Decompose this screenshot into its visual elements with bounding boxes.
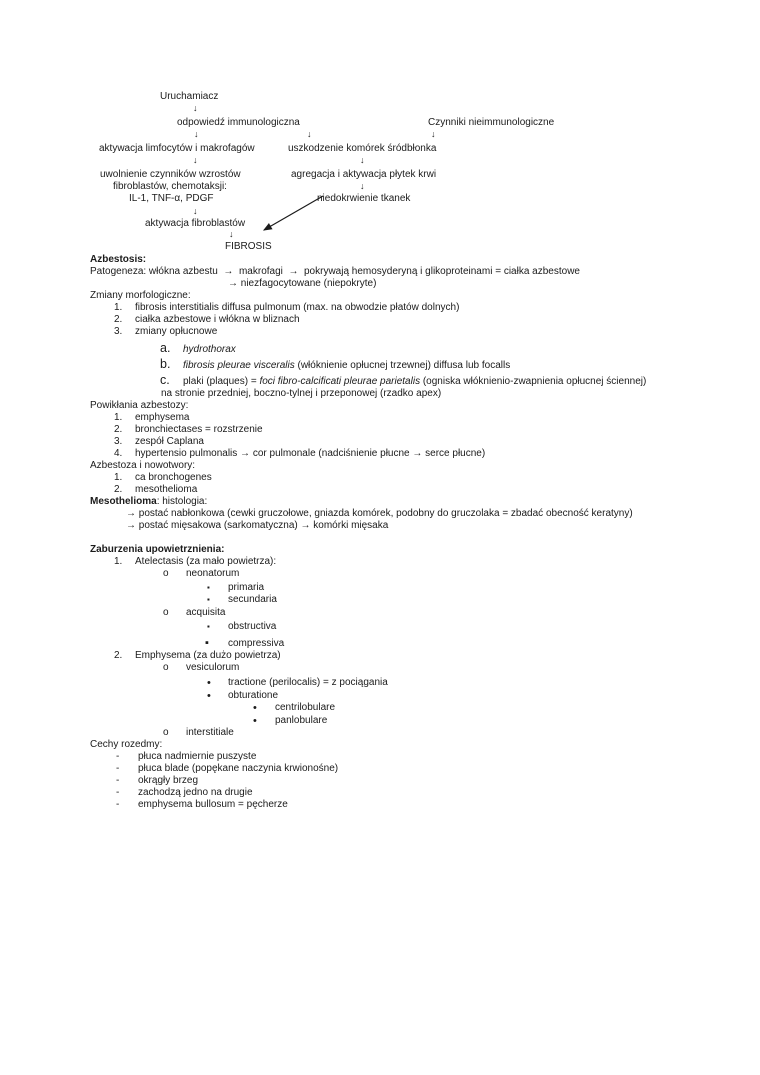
- text-run: mesothelioma: [135, 484, 198, 495]
- diagram-node-uwolnienie-line1: uwolnienie czynników wzrostów: [100, 169, 241, 180]
- text-run: secundaria: [228, 594, 277, 605]
- text-run: obturatione: [228, 690, 279, 701]
- doc-text: [90, 544, 224, 555]
- text-run: primaria: [228, 582, 265, 593]
- list-marker: •: [253, 715, 257, 727]
- doc-line: [90, 278, 740, 290]
- doc-line: [90, 314, 740, 326]
- doc-line: [90, 496, 740, 508]
- text-run: centrilobulare: [275, 702, 336, 713]
- doc-text: [90, 677, 388, 688]
- doc-line: [90, 690, 740, 702]
- text-run: → postać mięsakowa (sarkomatyczna) → komórki mięsaka: [126, 520, 389, 531]
- diagram-node-odpowiedz: odpowiedź immunologiczna: [177, 117, 300, 128]
- text-run: tractione (perilocalis) = z pociągania: [228, 677, 388, 688]
- list-marker: ▪: [207, 583, 210, 592]
- text-run: fibrosis interstitialis diffusa pulmonum (max. na obwodzie płatów dolnych): [135, 302, 460, 313]
- doc-line: [90, 357, 740, 372]
- doc-line: [90, 650, 740, 662]
- doc-line: [90, 662, 740, 674]
- pathogenesis-diagram: [0, 0, 760, 250]
- diagram-node-uszkodzenie: uszkodzenie komórek śródbłonka: [288, 143, 437, 154]
- doc-line: [90, 677, 740, 689]
- doc-line: [90, 412, 740, 424]
- text-run: : histologia:: [156, 496, 208, 507]
- doc-text: [90, 496, 207, 507]
- list-marker: ▪: [207, 595, 210, 604]
- text-run: obstructiva: [228, 621, 277, 632]
- text-run: emphysema bullosum = pęcherze: [138, 799, 288, 810]
- doc-text: [90, 290, 191, 301]
- doc-text: [90, 400, 188, 411]
- text-run: acquisita: [186, 607, 226, 618]
- list-marker: 1.: [114, 472, 123, 483]
- doc-line: [90, 727, 740, 739]
- text-run: na stronie przedniej, boczno-tylnej i przeponowej (rzadko apex): [161, 388, 442, 399]
- diagram-node-uwolnienie-line2: fibroblastów, chemotaksji:: [113, 181, 227, 192]
- text-run: vesiculorum: [186, 662, 240, 673]
- doc-line: [90, 484, 740, 496]
- doc-text: [90, 484, 197, 495]
- list-marker: -: [116, 775, 120, 786]
- doc-text: [90, 582, 264, 593]
- doc-text: [90, 508, 633, 519]
- down-arrow-icon: ↓: [431, 129, 436, 139]
- doc-text: [90, 302, 459, 313]
- doc-line: [90, 568, 740, 580]
- list-marker: -: [116, 751, 120, 762]
- text-run: ciałka azbestowe i włókna w bliznach: [135, 314, 300, 325]
- doc-line: [90, 290, 740, 302]
- text-run: emphysema: [135, 412, 190, 423]
- doc-text: [90, 787, 253, 798]
- doc-line: [90, 582, 740, 594]
- diagram-node-agregacja: agregacja i aktywacja płytek krwi: [291, 169, 437, 180]
- doc-text: [90, 799, 288, 810]
- list-marker: 1.: [114, 302, 123, 313]
- list-marker: •: [207, 677, 211, 689]
- doc-line: [90, 702, 740, 714]
- list-marker: ▪: [207, 622, 210, 631]
- doc-line: [90, 254, 740, 266]
- doc-text: [90, 412, 189, 423]
- doc-line: [90, 799, 740, 811]
- text-run: → niezfagocytowane (niepokryte): [228, 278, 377, 289]
- doc-line: [90, 715, 740, 727]
- doc-text: [90, 357, 511, 371]
- doc-text: [90, 775, 198, 786]
- doc-line: [90, 388, 740, 400]
- doc-text: [90, 638, 284, 649]
- doc-text: [90, 388, 441, 399]
- text-run: Mesothelioma: [90, 496, 157, 507]
- doc-line: [90, 520, 740, 532]
- list-marker: a.: [160, 341, 171, 355]
- doc-line: [90, 266, 740, 278]
- text-run: Patogeneza: włókna azbestu → makrofagi → pokrywają hemosyderyną i glikoproteinami = ciałka azbestowe: [90, 266, 580, 277]
- list-marker: 2.: [114, 650, 123, 661]
- text-run: foci fibro-calcificati pleurae parietalis: [259, 376, 421, 387]
- doc-line: [90, 544, 740, 556]
- down-arrow-icon: ↓: [307, 129, 312, 139]
- diagram-node-czynniki: Czynniki nieimmunologiczne: [428, 117, 555, 128]
- down-arrow-icon: ↓: [360, 181, 365, 191]
- text-run: bronchiectases = rozstrzenie: [135, 424, 263, 435]
- text-run: fibrosis pleurae visceralis: [183, 360, 295, 371]
- text-run: hypertensio pulmonalis → cor pulmonale (nadciśnienie płucne → serce płucne): [135, 448, 486, 459]
- text-run: (ogniska włóknienio-zwapnienia opłucnej ściennej): [420, 376, 647, 387]
- doc-line: [90, 607, 740, 619]
- list-marker: b.: [160, 357, 171, 371]
- doc-text: [90, 702, 335, 713]
- down-arrow-icon: ↓: [229, 229, 234, 239]
- text-run: Emphysema (za dużo powietrza): [135, 650, 281, 661]
- text-run: Zmiany morfologiczne:: [90, 290, 191, 301]
- list-marker: o: [163, 727, 169, 738]
- down-arrow-icon: ↓: [193, 206, 198, 216]
- doc-line: [90, 326, 740, 338]
- list-marker: o: [163, 568, 169, 579]
- doc-text: [90, 690, 278, 701]
- text-run: → postać nabłonkowa (cewki gruczołowe, gniazda komórek, podobny do gruczolaka = zbadać obecność keratyny): [126, 508, 633, 519]
- doc-line: [90, 302, 740, 314]
- text-run: płuca nadmiernie puszyste: [138, 751, 257, 762]
- doc-text: [90, 520, 388, 531]
- diagram-node-fibrosis: FIBROSIS: [225, 241, 272, 252]
- doc-text: [90, 326, 217, 337]
- doc-text: [90, 373, 647, 387]
- doc-line: [90, 775, 740, 787]
- doc-line: [90, 508, 740, 520]
- diagram-node-aktywacja-limfocytow: aktywacja limfocytów i makrofagów: [99, 143, 255, 154]
- diagram-node-aktywacja-fibroblastow: aktywacja fibroblastów: [145, 218, 246, 229]
- text-run: zmiany opłucnowe: [135, 326, 218, 337]
- doc-line: [90, 751, 740, 763]
- list-marker: c.: [160, 373, 170, 387]
- down-arrow-icon: ↓: [193, 103, 198, 113]
- doc-text: [90, 715, 327, 726]
- doc-line: [90, 787, 740, 799]
- text-run: compressiva: [228, 638, 285, 649]
- text-run: okrągły brzeg: [138, 775, 199, 786]
- list-marker: 1.: [114, 556, 123, 567]
- doc-line: [90, 638, 740, 650]
- down-arrow-icon: ↓: [193, 155, 198, 165]
- doc-line: [90, 400, 740, 412]
- doc-text: [90, 621, 276, 632]
- diagram-node-il1-tnf-pdgf: IL-1, TNF-α, PDGF: [129, 193, 214, 204]
- text-run: Azbestoza i nowotwory:: [90, 460, 196, 471]
- text-run: Powikłania azbestozy:: [90, 400, 189, 411]
- diagonal-arrow-icon: [250, 192, 334, 238]
- doc-line: [90, 373, 740, 388]
- list-marker: •: [207, 690, 211, 702]
- text-run: plaki (plaques) =: [183, 376, 260, 387]
- doc-line: [90, 594, 740, 606]
- doc-text: [90, 472, 212, 483]
- list-marker: 2.: [114, 424, 123, 435]
- doc-text: [90, 254, 146, 265]
- doc-line: [90, 436, 740, 448]
- list-marker: 3.: [114, 436, 123, 447]
- doc-text: [90, 763, 338, 774]
- down-arrow-icon: ↓: [194, 129, 199, 139]
- text-run: Azbestosis:: [90, 254, 147, 265]
- list-marker: -: [116, 787, 120, 798]
- text-run: płuca blade (popękane naczynia krwionośne): [138, 763, 339, 774]
- document-body: [90, 254, 740, 811]
- text-run: ca bronchogenes: [135, 472, 212, 483]
- list-marker: •: [253, 702, 257, 714]
- doc-text: [90, 278, 376, 289]
- doc-line: [90, 448, 740, 460]
- list-marker: o: [163, 607, 169, 618]
- list-marker: 2.: [114, 314, 123, 325]
- doc-line: [90, 341, 740, 356]
- text-run: neonatorum: [186, 568, 240, 579]
- doc-line: [90, 472, 740, 484]
- doc-text: [90, 460, 195, 471]
- doc-line: [90, 424, 740, 436]
- list-marker: -: [116, 763, 120, 774]
- diagram-node-niedokrwienie: niedokrwienie tkanek: [317, 193, 411, 204]
- doc-text: [90, 739, 162, 750]
- text-run: interstitiale: [186, 727, 234, 738]
- diagram-node-uruchamiacz: Uruchamiacz: [160, 91, 219, 102]
- text-run: Atelectasis (za mało powietrza):: [135, 556, 277, 567]
- text-run: Zaburzenia upowietrznienia:: [90, 544, 225, 555]
- text-run: (włóknienie opłucnej trzewnej) diffusa lub focalls: [294, 360, 511, 371]
- list-marker: -: [116, 799, 120, 810]
- down-arrow-icon: ↓: [360, 155, 365, 165]
- doc-text: [90, 266, 580, 277]
- list-marker: o: [163, 662, 169, 673]
- list-marker: 3.: [114, 326, 123, 337]
- text-run: panlobulare: [275, 715, 328, 726]
- text-run: Cechy rozedmy:: [90, 739, 163, 750]
- list-marker: 2.: [114, 484, 123, 495]
- doc-line: [90, 621, 740, 633]
- text-run: zachodzą jedno na drugie: [138, 787, 253, 798]
- list-marker: 4.: [114, 448, 123, 459]
- doc-text: [90, 751, 256, 762]
- text-run: zespół Caplana: [135, 436, 204, 447]
- doc-line: [90, 556, 740, 568]
- doc-text: [90, 607, 225, 618]
- text-run: hydrothorax: [183, 344, 236, 355]
- doc-text: [90, 594, 277, 605]
- doc-line: [90, 763, 740, 775]
- doc-text: [90, 727, 234, 738]
- doc-line: [90, 739, 740, 751]
- list-marker: 1.: [114, 412, 123, 423]
- doc-text: [90, 436, 204, 447]
- doc-line: [90, 460, 740, 472]
- list-marker: ▪: [205, 637, 209, 649]
- doc-text: [90, 448, 485, 459]
